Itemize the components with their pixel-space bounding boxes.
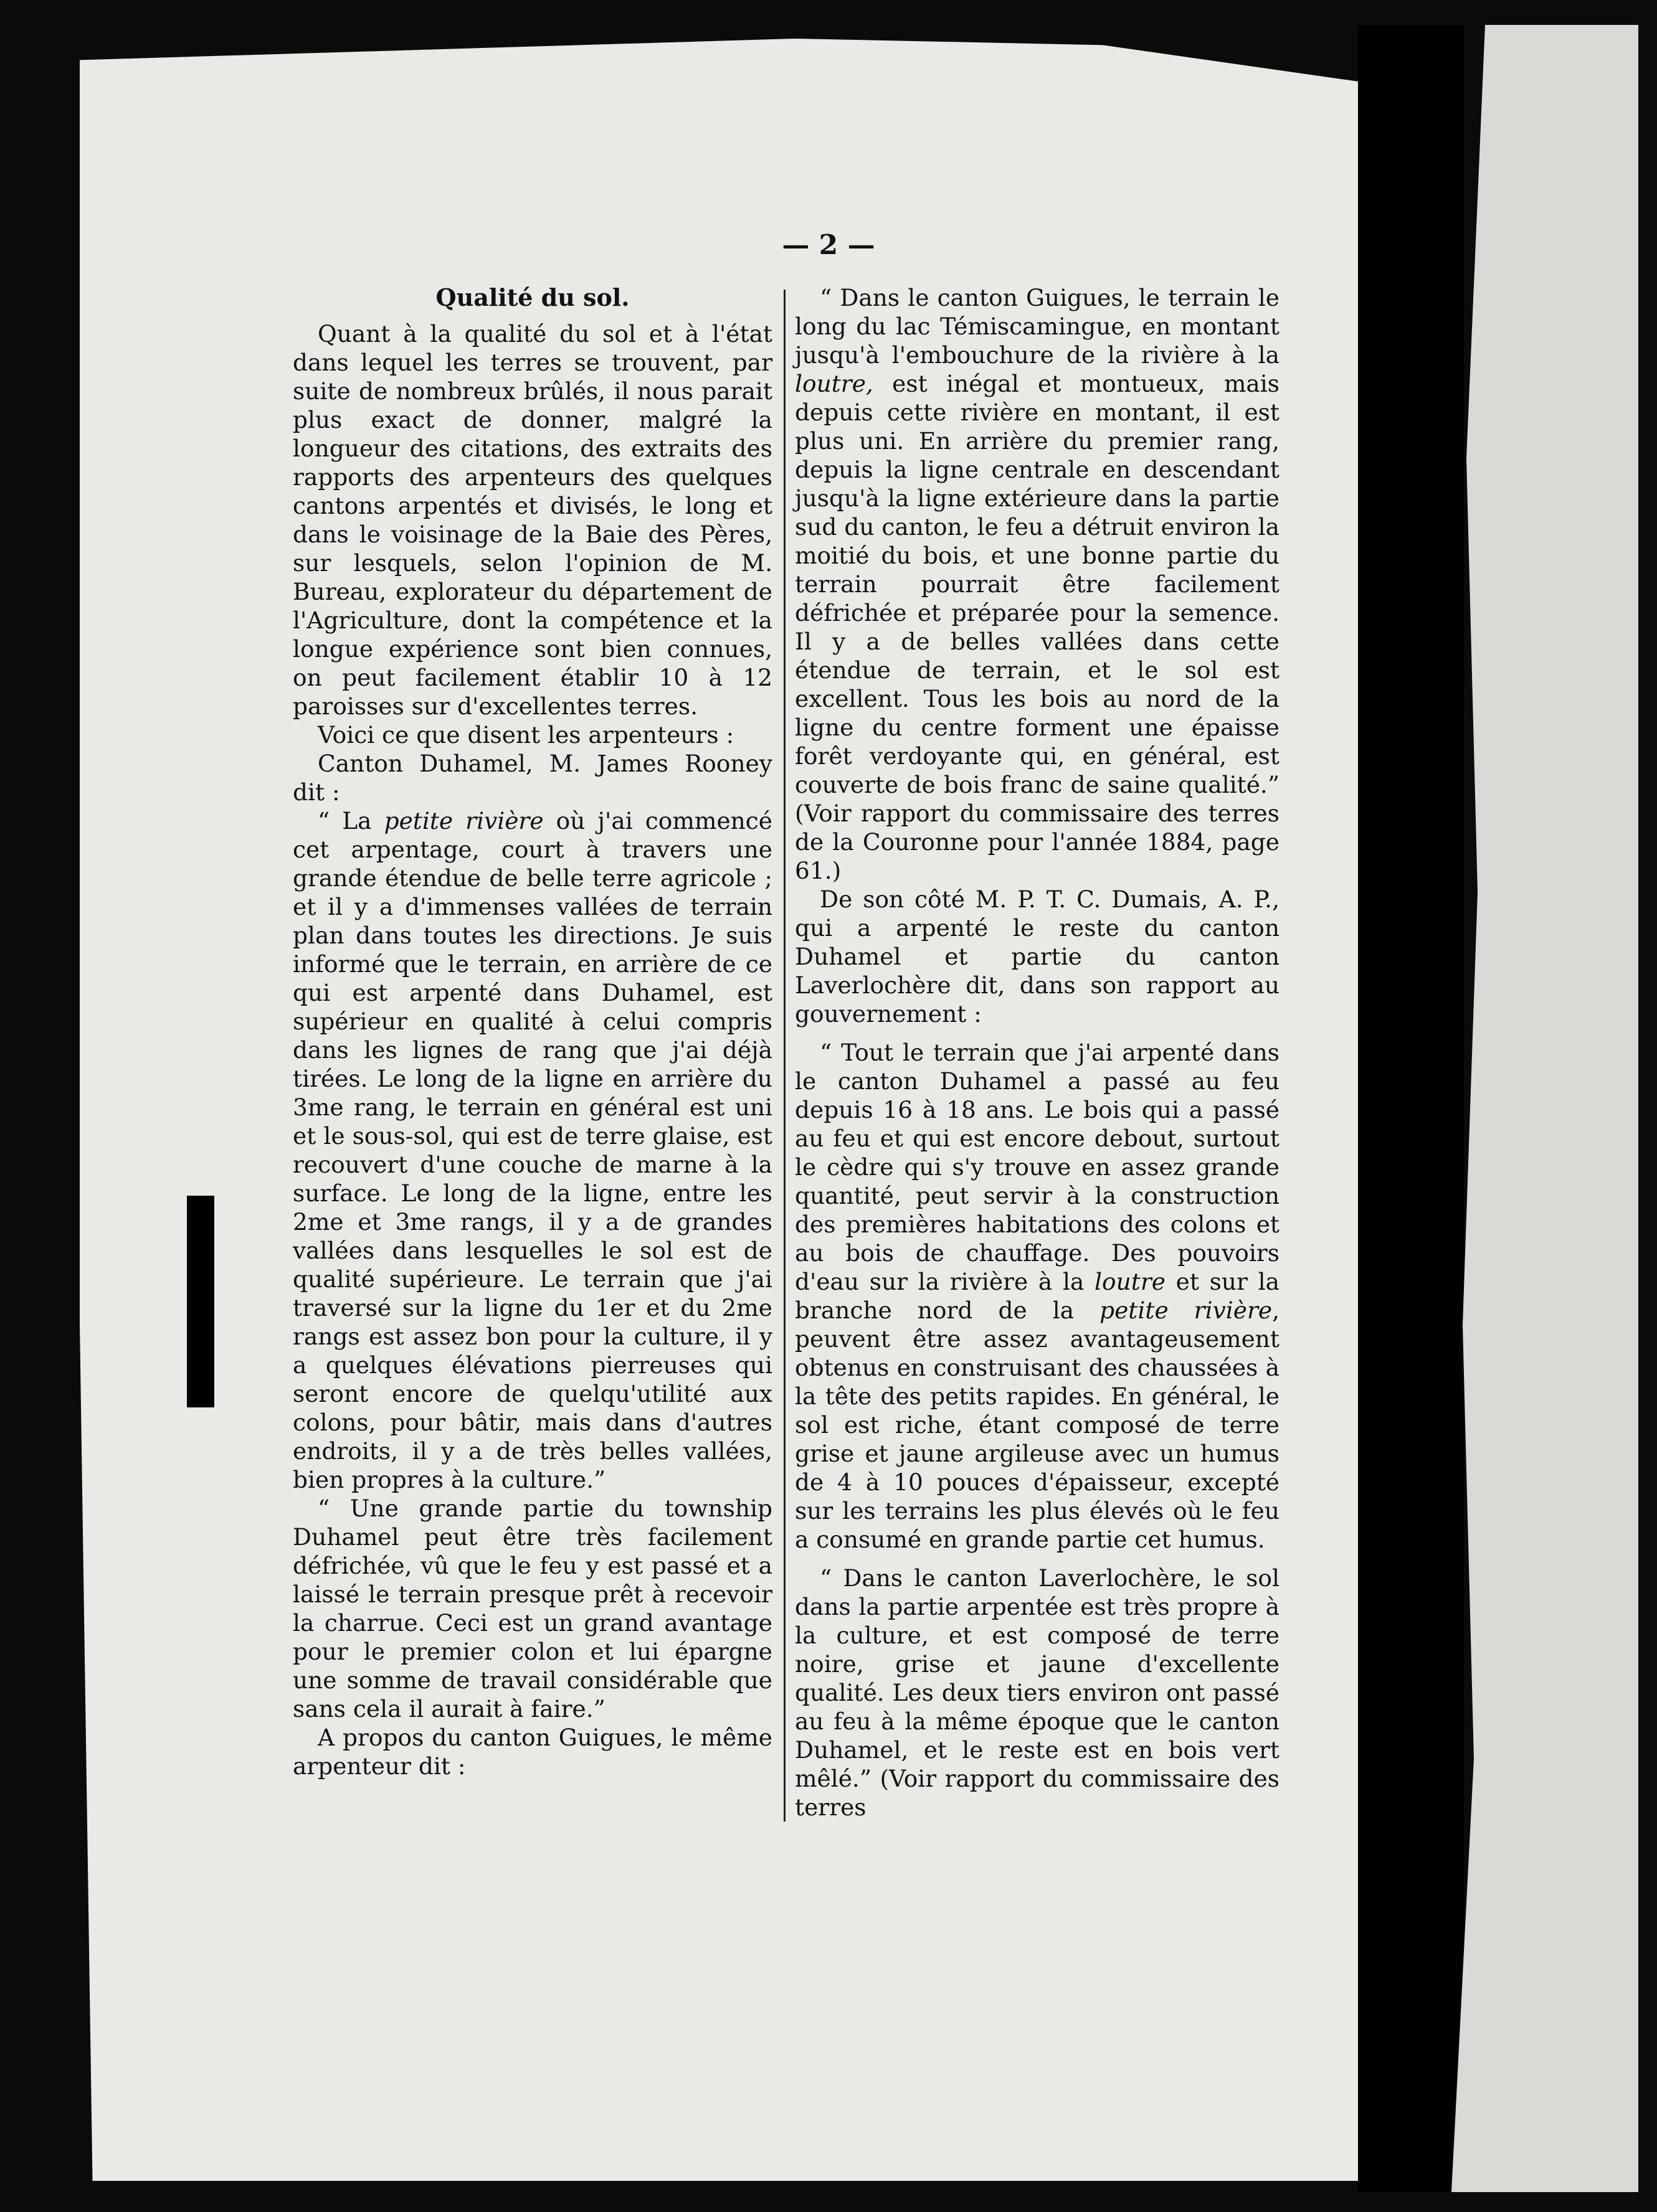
quote-text: est inégal et montueux, mais depuis cette rivière en montant, il est plus uni. En arrière du premier rang, depuis la ligne centrale en descendant jusqu'à la ligne extérieure dans la partie sud du canton, le feu a détruit environ la moitié du bois, et une bonne partie du terrain pourrait être facilement défrichée et préparée pour la semence. Il y a de belles vallées dans cette étendue de terrain, et le sol est excellent. Tous les bois au nord de la ligne du centre forment une épaisse forêt verdoyante qui, en général, est couverte de bois franc de saine qualité.” (Voir rapport du commissaire des terres de la Couronne pour l'année 1884, page 61.)	[795, 370, 1280, 884]
paragraph: Canton Duhamel, M. James Rooney dit :	[293, 750, 772, 806]
torn-page-edge	[1358, 25, 1464, 2192]
paragraph: De son côté M. P. T. C. Dumais, A. P., qui a arpenté le reste du canton Duhamel et partie du canton Laverlochère dit, dans son rapport au gouvernement :	[795, 886, 1280, 1028]
right-column	[795, 283, 1280, 1822]
quote-emphasis: petite rivière	[384, 807, 544, 834]
scan-artifact	[187, 1196, 214, 1407]
quoted-paragraph	[795, 283, 1280, 885]
column-divider	[784, 290, 786, 1822]
quote-emphasis: loutre,	[795, 370, 873, 397]
adjacent-page-edge	[1451, 25, 1638, 2192]
quote-text: où j'ai commencé cet arpentage, court à travers une grande étendue de belle terre agricole ; et il y a d'immenses vallées de terrain plan dans toutes les directions. Je suis informé que le terrain, en arrière de ce qui est arpenté dans Duhamel, est supérieur en qualité à celui compris dans les lignes de rang que j'ai déjà tirées. Le long de la ligne en arrière du 3me rang, le terrain en général est uni et le sous-sol, qui est de terre glaise, est recouvert d'une couche de marne à la surface. Le long de la ligne, entre les 2me et 3me rangs, il y a de grandes vallées dans lesquelles le sol est de qualité supérieure. Le terrain que j'ai traversé sur la ligne du 1er et du 2me rangs est assez bon pour la culture, il y a quelques élévations pierreuses qui seront encore de quelqu'utilité aux colons, pour bâtir, mais dans d'autres endroits, il y a de très belles vallées, bien propres à la culture.”	[293, 807, 772, 1493]
quoted-paragraph	[795, 1038, 1280, 1554]
paragraph: A propos du canton Guigues, le même arpenteur dit :	[293, 1724, 772, 1780]
page-number: — 2 —	[782, 229, 875, 261]
quote-emphasis: loutre	[1094, 1268, 1166, 1295]
quote-text: , peuvent être assez avantageusement obtenus en construisant des chaussées à la tête des petits rapides. En général, le sol est riche, étant composé de terre grise et jaune argileuse avec un humus de 4 à 10 pouces d'épaisseur, excepté sur les terrains les plus élevés où le feu a consumé en grande partie cet humus.	[795, 1297, 1280, 1553]
quote-emphasis: petite rivière	[1099, 1297, 1273, 1324]
quote-text: “ Tout le terrain que j'ai arpenté dans le canton Duhamel a passé au feu depuis 16 à 18 ans. Le bois qui a passé au feu et qui est encore debout, surtout le cèdre qui s'y trouve en assez grande quantité, peut servir à la construction des premières habitations des colons et au bois de chauffage. Des pouvoirs d'eau sur la rivière à la	[795, 1039, 1280, 1295]
quote-text: “ Dans le canton Guigues, le terrain le long du lac Témiscamingue, en montant jusqu'à l'embouchure de la rivière à la	[795, 284, 1280, 369]
quote-text: et sur la branche nord de la	[795, 1268, 1280, 1324]
paragraph: Quant à la qualité du sol et à l'état dans lequel les terres se trouvent, par suite de nombreux brûlés, il nous parait plus exact de donner, malgré la longueur des citations, des extraits des rapports des arpenteurs des quelques cantons arpentés et divisés, le long et dans le voisinage de la Baie des Pères, sur lesquels, selon l'opinion de M. Bureau, explorateur du département de l'Agriculture, dont la compétence et la longue expérience sont bien connues, on peut facilement établir 10 à 12 paroisses sur d'excellentes terres.	[293, 320, 772, 720]
quoted-paragraph	[293, 806, 772, 1494]
quoted-paragraph: “ Dans le canton Laverlochère, le sol dans la partie arpentée est très propre à la culture, et est composé de terre noire, grise et jaune d'excellente qualité. Les deux tiers environ ont passé au feu à la même époque que le canton Duhamel, et le reste est en bois vert mêlé.” (Voir rapport du commissaire des terres	[795, 1564, 1280, 1821]
quote-text: “ La	[318, 807, 384, 834]
quoted-paragraph: “ Une grande partie du township Duhamel peut être très facilement défrichée, vû que le feu y est passé et a laissé le terrain presque prêt à recevoir la charrue. Ceci est un grand avantage pour le premier colon et lui épargne une somme de travail considérable que sans cela il aurait à faire.”	[293, 1495, 772, 1723]
left-column	[293, 283, 772, 1780]
section-heading: Qualité du sol.	[435, 283, 630, 311]
paragraph: Voici ce que disent les arpenteurs :	[318, 721, 734, 749]
